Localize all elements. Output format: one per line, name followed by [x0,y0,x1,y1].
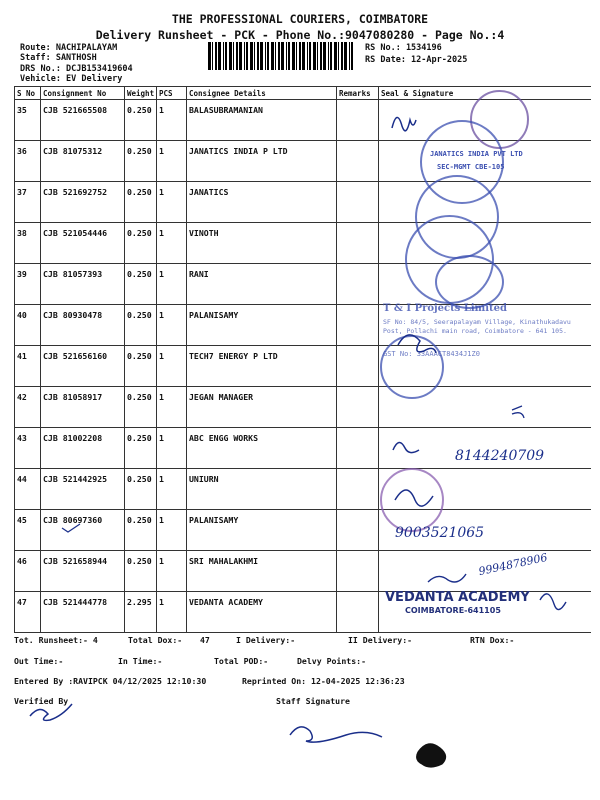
cell-consignee: VINOTH [187,223,337,264]
cell-sno: 46 [15,551,41,592]
cell-weight: 0.250 [125,305,157,346]
rs-date: RS Date: 12-Apr-2025 [365,55,468,65]
handwritten-phone-2: 9003521065 [395,525,485,541]
cell-sno: 38 [15,223,41,264]
cell-pcs: 1 [157,387,187,428]
staff-label: Staff: SANTHOSH [20,53,97,63]
signature-row46 [428,574,466,582]
cell-consignment: CJB 521442925 [41,469,125,510]
stamp-company-name: T & I Projects Limited [383,303,508,314]
ii-delivery: II Delivery:- [348,635,413,645]
cell-pcs: 1 [157,141,187,182]
cell-weight: 0.250 [125,223,157,264]
cell-consignee: TECH7 ENERGY P LTD [187,346,337,387]
cell-pcs: 1 [157,510,187,551]
col-header-consignee: Consignee Details [187,87,337,100]
cell-sno: 40 [15,305,41,346]
i-delivery: I Delivery:- [236,635,296,645]
cell-consignee: JANATICS INDIA P LTD [187,141,337,182]
cell-weight: 0.250 [125,141,157,182]
signature-row45 [395,490,433,506]
handwritten-phone-3: 9994878906 [477,550,549,579]
signature-row41 [398,335,436,353]
col-header-sno: S No [15,87,41,100]
stamp-company-gst: GST No: 33AAACT8434J1Z0 [383,350,480,358]
cell-consignee: ABC ENGG WORKS [187,428,337,469]
verified-by: Verified By [14,696,69,706]
signature-row47 [540,594,566,610]
document-title: THE PROFESSIONAL COURIERS, COIMBATORE [171,12,429,26]
col-header-remarks: Remarks [337,87,379,100]
cell-consignee: UNIURN [187,469,337,510]
cell-sno: 42 [15,387,41,428]
cell-weight: 0.250 [125,182,157,223]
cell-consignee: RANI [187,264,337,305]
staff-signature-label: Staff Signature [276,696,350,706]
cell-consignee: PALANISAMY [187,305,337,346]
cell-weight: 0.250 [125,387,157,428]
staff-signature [290,727,382,742]
cell-sno: 43 [15,428,41,469]
tick-row45 [62,524,80,532]
entered-by: Entered By :RAVIPCK 04/12/2025 12:10:30 [14,676,207,686]
delvy-points: Delvy Points:- [297,656,367,666]
verified-signature [30,704,72,720]
out-time: Out Time:- [14,656,64,666]
total-dox-value: 47 [200,635,210,645]
cell-weight: 2.295 [125,592,157,633]
drs-number: DRS No.: DCJB15341960​4 [20,64,133,74]
signature-row42 [512,406,524,418]
route-label: Route: NACHIPALAYAM [20,43,118,53]
cell-sno: 47 [15,592,41,633]
cell-weight: 0.250 [125,469,157,510]
cell-consignment: CJB 81075312 [41,141,125,182]
cell-consignment: CJB 521665508 [41,100,125,141]
cell-sno: 36 [15,141,41,182]
cell-consignee: BALASUBRAMANIAN [187,100,337,141]
cell-consignee: SRI MAHALAKHMI [187,551,337,592]
col-header-seal: Seal & Signature [379,87,591,100]
in-time: In Time:- [118,656,163,666]
cell-weight: 0.250 [125,346,157,387]
cell-sno: 44 [15,469,41,510]
total-dox-label: Total Dox:- [128,635,183,645]
handwritten-phone-1: 8144240709 [455,448,545,464]
cell-consignee: PALANISAMY [187,510,337,551]
cell-sno: 35 [15,100,41,141]
cell-pcs: 1 [157,100,187,141]
cell-consignee: JANATICS [187,182,337,223]
cell-pcs: 1 [157,428,187,469]
cell-weight: 0.250 [125,551,157,592]
cell-sno: 41 [15,346,41,387]
cell-consignment: CJB 81058917 [41,387,125,428]
cell-pcs: 1 [157,346,187,387]
cell-weight: 0.250 [125,100,157,141]
cell-pcs: 1 [157,264,187,305]
cell-pcs: 1 [157,223,187,264]
rs-number: RS No.: 1534196 [365,43,442,53]
tot-runsheet: Tot. Runsheet:- 4 [14,635,98,645]
cell-consignment: CJB 521444778 [41,592,125,633]
cell-consignee: VEDANTA ACADEMY [187,592,337,633]
stamp-company-address: SF No: 84/5, Seerapalayam Village, Kinathukadavu Post, Pollachi main road, Coimbatore - 641 105. [383,318,571,335]
stamp-janatics-text: JANATICS INDIA PVT LTD [430,150,523,158]
cell-consignment: CJB 521658944 [41,551,125,592]
rtn-dox: RTN Dox:- [470,635,515,645]
col-header-weight: Weight [125,87,157,100]
col-header-pcs: PCS [157,87,187,100]
total-pod: Total POD:- [214,656,269,666]
cell-sno: 39 [15,264,41,305]
cell-weight: 0.250 [125,510,157,551]
cell-consignment: CJB 521656160 [41,346,125,387]
cell-sno: 37 [15,182,41,223]
cell-pcs: 1 [157,592,187,633]
vehicle-label: Vehicle: EV Delivery [20,74,123,84]
cell-consignment: CJB 81002208 [41,428,125,469]
col-header-consignment: Consignment No [41,87,125,100]
cell-consignment: CJB 80697360 [41,510,125,551]
cell-weight: 0.250 [125,428,157,469]
cell-weight: 0.250 [125,264,157,305]
cell-pcs: 1 [157,469,187,510]
cell-pcs: 1 [157,305,187,346]
cell-consignment: CJB 521054446 [41,223,125,264]
cell-consignment: CJB 81057393 [41,264,125,305]
cell-sno: 45 [15,510,41,551]
document-subtitle: Delivery Runsheet - PCK - Phone No.:9047080280 - Page No.:4 [95,28,505,42]
reprinted-on: Reprinted On: 12-04-2025 12:36:23 [242,676,405,686]
signature-row44 [393,442,419,452]
cell-pcs: 1 [157,182,187,223]
stamp-vedanta-city: COIMBATORE-641105 [405,606,501,615]
cell-consignment: CJB 521692752 [41,182,125,223]
stamp-vedanta: VEDANTA ACADEMY [385,590,530,605]
signature-row35 [392,117,416,130]
bird-doodle [417,744,446,767]
cell-pcs: 1 [157,551,187,592]
stamp-sec-mgmt: SEC-MGMT CBE-105 [437,163,505,171]
cell-consignment: CJB 80930478 [41,305,125,346]
cell-consignee: JEGAN MANAGER [187,387,337,428]
